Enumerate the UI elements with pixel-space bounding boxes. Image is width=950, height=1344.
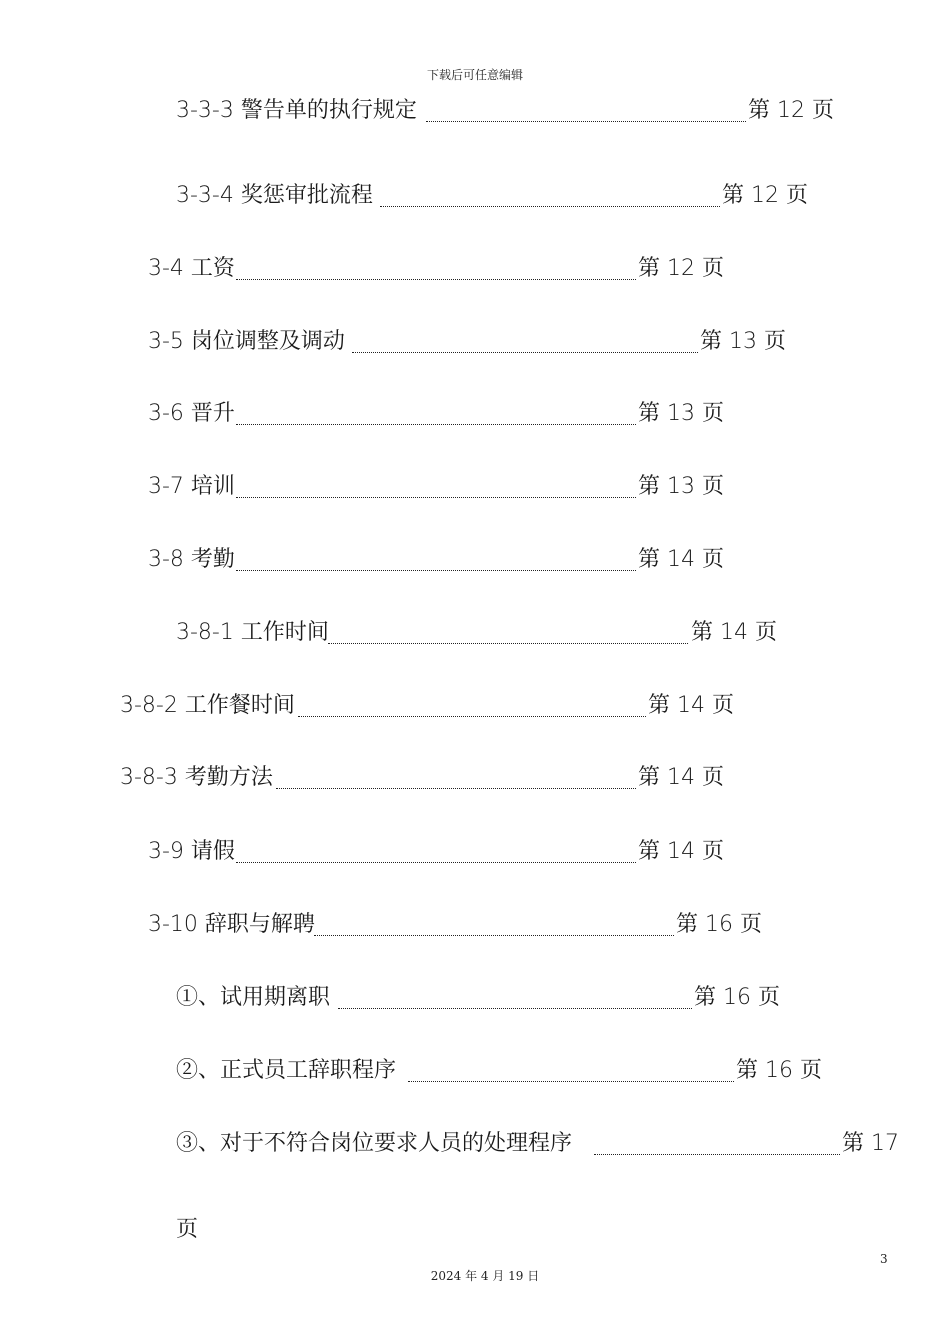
toc-leader-dots [298,716,646,717]
toc-entry-title: 3-8 考勤 [148,547,235,572]
page-number: 3 [880,1252,888,1266]
toc-leader-dots [352,352,698,353]
toc-entry-title: 3-8-3 考勤方法 [120,765,273,790]
toc-entry-page: 第 14 页 [691,620,777,645]
toc-entry-page: 第 16 页 [694,985,780,1010]
toc-entry-page: 第 12 页 [722,183,808,208]
toc-entry[interactable] [176,88,836,128]
toc-entry-page: 第 14 页 [638,839,724,864]
toc-entry-title: 3-3-4 奖惩审批流程 [176,183,373,208]
toc-entry-title: 3-3-3 警告单的执行规定 [176,98,417,123]
toc-entry[interactable] [148,391,728,431]
toc-leader-dots [380,206,720,207]
toc-entry[interactable] [148,464,728,504]
toc-leader-dots [236,497,636,498]
toc-entry-title: 3-5 岗位调整及调动 [148,329,345,354]
footer-date: 2024 年 4 月 19 日 [430,1269,540,1283]
toc-entry-title: 3-8-1 工作时间 [176,620,329,645]
toc-entry-title: 3-8-2 工作餐时间 [120,693,295,718]
toc-entry-title: 3-4 工资 [148,256,235,281]
toc-leader-dots [408,1081,734,1082]
toc-leader-dots [236,570,636,571]
toc-leader-dots [338,1008,692,1009]
toc-entry-page: 第 16 页 [736,1058,822,1083]
toc-leader-dots [328,643,688,644]
toc-entry-page: 第 14 页 [648,693,734,718]
toc-entry-title: ③、对于不符合岗位要求人员的处理程序 [176,1131,573,1156]
toc-entry-page: 第 16 页 [676,912,762,937]
toc-entry-page: 第 13 页 [638,401,724,426]
toc-leader-dots [236,279,636,280]
toc-entry-page: 第 14 页 [638,547,724,572]
toc-entry-page: 第 17 [842,1131,899,1156]
toc-entry[interactable] [120,755,740,795]
toc-entry-page: 第 13 页 [638,474,724,499]
toc-entry-title: 3-9 请假 [148,839,235,864]
toc-entry-title: ②、正式员工辞职程序 [176,1058,397,1083]
toc-entry[interactable] [176,975,796,1015]
toc-entry-title: 3-7 培训 [148,474,235,499]
toc-entry-page: 第 13 页 [700,329,786,354]
toc-entry-page-continued: 页 [176,1217,199,1242]
toc-entry[interactable] [176,173,816,213]
toc-entry[interactable] [176,610,776,650]
toc-leader-dots [426,121,746,122]
toc-entry[interactable] [176,1048,836,1088]
toc-entry[interactable] [148,537,728,577]
toc-entry-page: 第 14 页 [638,765,724,790]
toc-leader-dots [594,1154,840,1155]
toc-entry[interactable] [176,1121,916,1161]
toc-entry[interactable] [148,319,788,359]
toc-entry-title: ①、试用期离职 [176,985,331,1010]
toc-leader-dots [276,788,636,789]
toc-entry-title: 3-6 晋升 [148,401,235,426]
toc-entry[interactable] [148,829,728,869]
toc-entry[interactable] [120,683,740,723]
toc-entry-page: 第 12 页 [748,98,834,123]
toc-entry[interactable] [148,246,728,286]
toc-entry[interactable] [148,902,768,942]
toc-entry-page: 第 12 页 [638,256,724,281]
toc-entry-title: 3-10 辞职与解聘 [148,912,315,937]
toc-leader-dots [236,862,636,863]
toc-leader-dots [236,424,636,425]
toc-leader-dots [314,935,674,936]
page-header: 下载后可任意编辑 [426,68,523,82]
